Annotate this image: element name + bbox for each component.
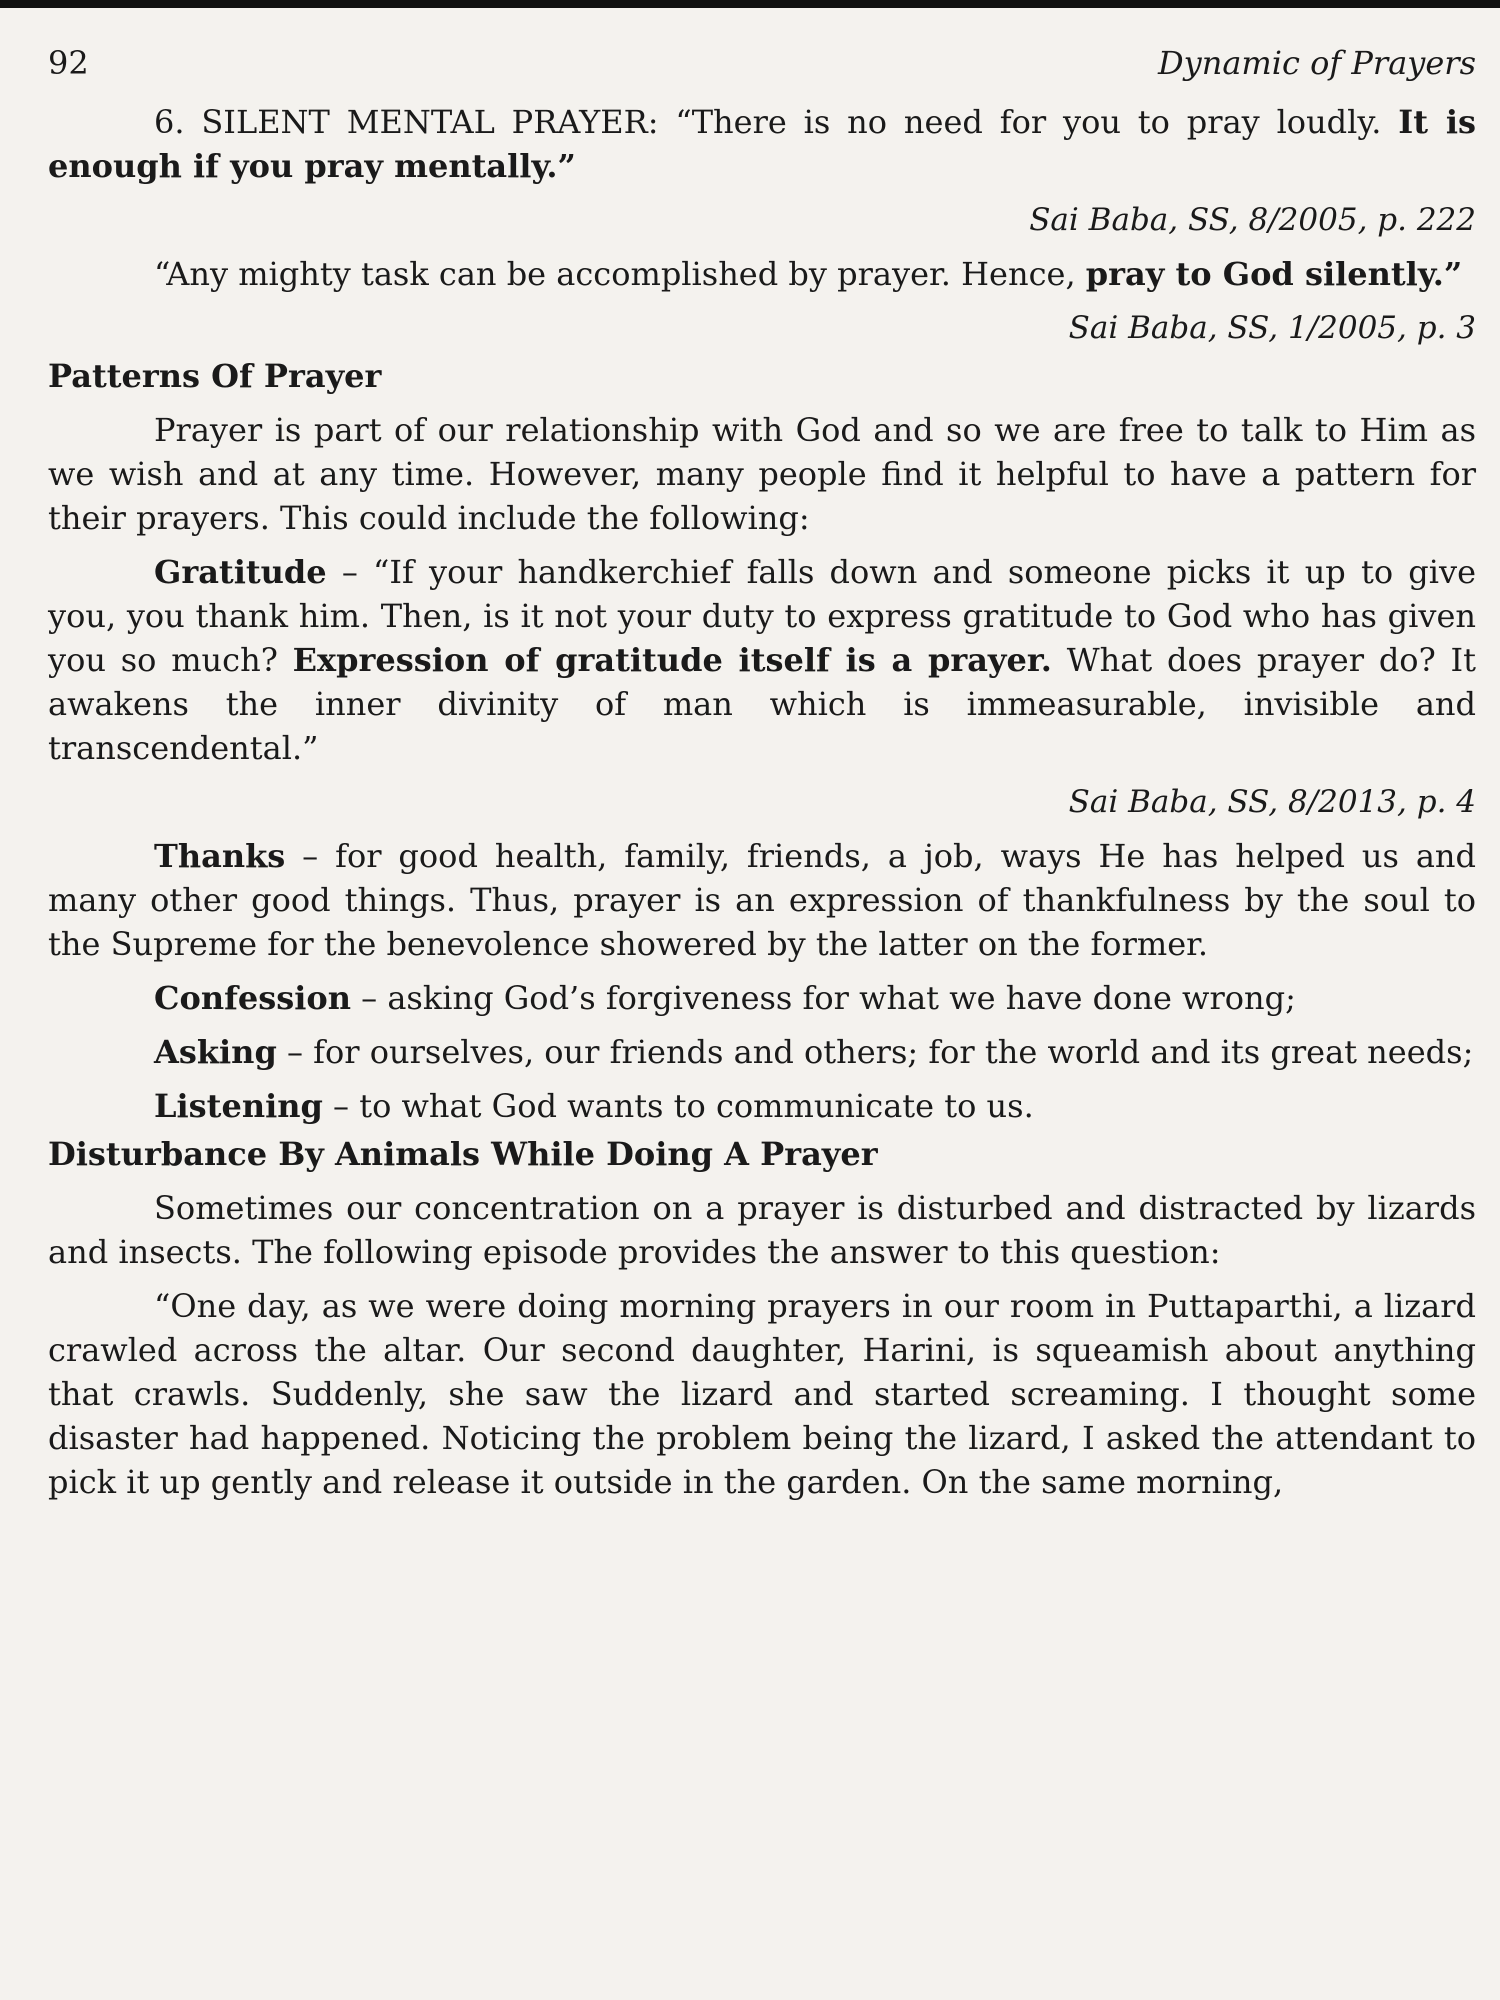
quote-2-lead: “Any mighty task can be accomplished by prayer. Hence, [154,255,1086,293]
asking-term: Asking [154,1033,277,1071]
heading-patterns-of-prayer: Patterns Of Prayer [48,357,382,395]
thanks-term: Thanks [154,837,286,875]
quote-2-bold: pray to God silently.” [1085,255,1463,293]
section-6-paragraph [48,100,1476,188]
gratitude-text-2: What does prayer do? It awakens the inner divinity of man which is immeasurable, invisible and transcendental.” [48,641,1477,767]
listening-text: – to what God wants to communicate to us. [322,1087,1034,1125]
listening-paragraph [48,1084,1476,1128]
gratitude-text-1: – “If your handkerchief falls down and someone picks it up to give you, you thank him. Then, is it not your duty to express gratitude to God who has given you so much? [48,553,1476,679]
asking-text: – for ourselves, our friends and others; for the world and its great needs; [276,1033,1474,1071]
confession-paragraph [48,976,1476,1020]
scan-top-edge [0,0,1500,8]
citation-1: Sai Baba, SS, 8/2005, p. 222 [1029,202,1476,238]
citation-3: Sai Baba, SS, 8/2013, p. 4 [1068,784,1476,820]
section-6-lead: 6. SILENT MENTAL PRAYER: “There is no need for you to pray loudly. [154,103,1399,141]
quote-2-paragraph [48,252,1476,296]
section-6-bold: It is enough if you pray mentally.” [48,103,1477,185]
disturbance-story: “One day, as we were doing morning prayers in our room in Puttaparthi, a lizard crawled across the altar. Our second daughter, Harini, is squeamish about anything that crawls. Suddenly, she saw the lizard and started screaming. I thought some disaster had happened. Noticing the problem being the lizard, I asked the attendant to pick it up gently and release it outside in the garden. On the same morning, [48,1287,1476,1501]
book-page [48,44,1476,1504]
thanks-text: – for good health, family, friends, a job, ways He has helped us and many other good things. Thus, prayer is an expression of thankfulness by the soul to the Supreme for the benevolence showered by the latter on the former. [48,837,1476,963]
gratitude-bold: Expression of gratitude itself is a prayer. [292,641,1052,679]
page-header [48,44,1476,100]
page-number: 92 [48,44,89,82]
gratitude-paragraph [48,550,1476,770]
gratitude-term: Gratitude [154,553,327,591]
heading-disturbance: Disturbance By Animals While Doing A Prayer [48,1135,878,1173]
patterns-intro: Prayer is part of our relationship with God and so we are free to talk to Him as we wish and at any time. However, many people find it helpful to have a pattern for their prayers. This could include the following: [48,411,1476,537]
running-title: Dynamic of Prayers [1157,44,1476,82]
confession-term: Confession [154,979,351,1017]
disturbance-intro: Sometimes our concentration on a prayer is disturbed and distracted by lizards and insects. The following episode provides the answer to this question: [48,1189,1476,1271]
thanks-paragraph [48,834,1476,966]
confession-text: – asking God’s forgiveness for what we have done wrong; [351,979,1296,1017]
citation-2: Sai Baba, SS, 1/2005, p. 3 [1068,310,1476,346]
asking-paragraph [48,1030,1476,1074]
listening-term: Listening [154,1087,323,1125]
